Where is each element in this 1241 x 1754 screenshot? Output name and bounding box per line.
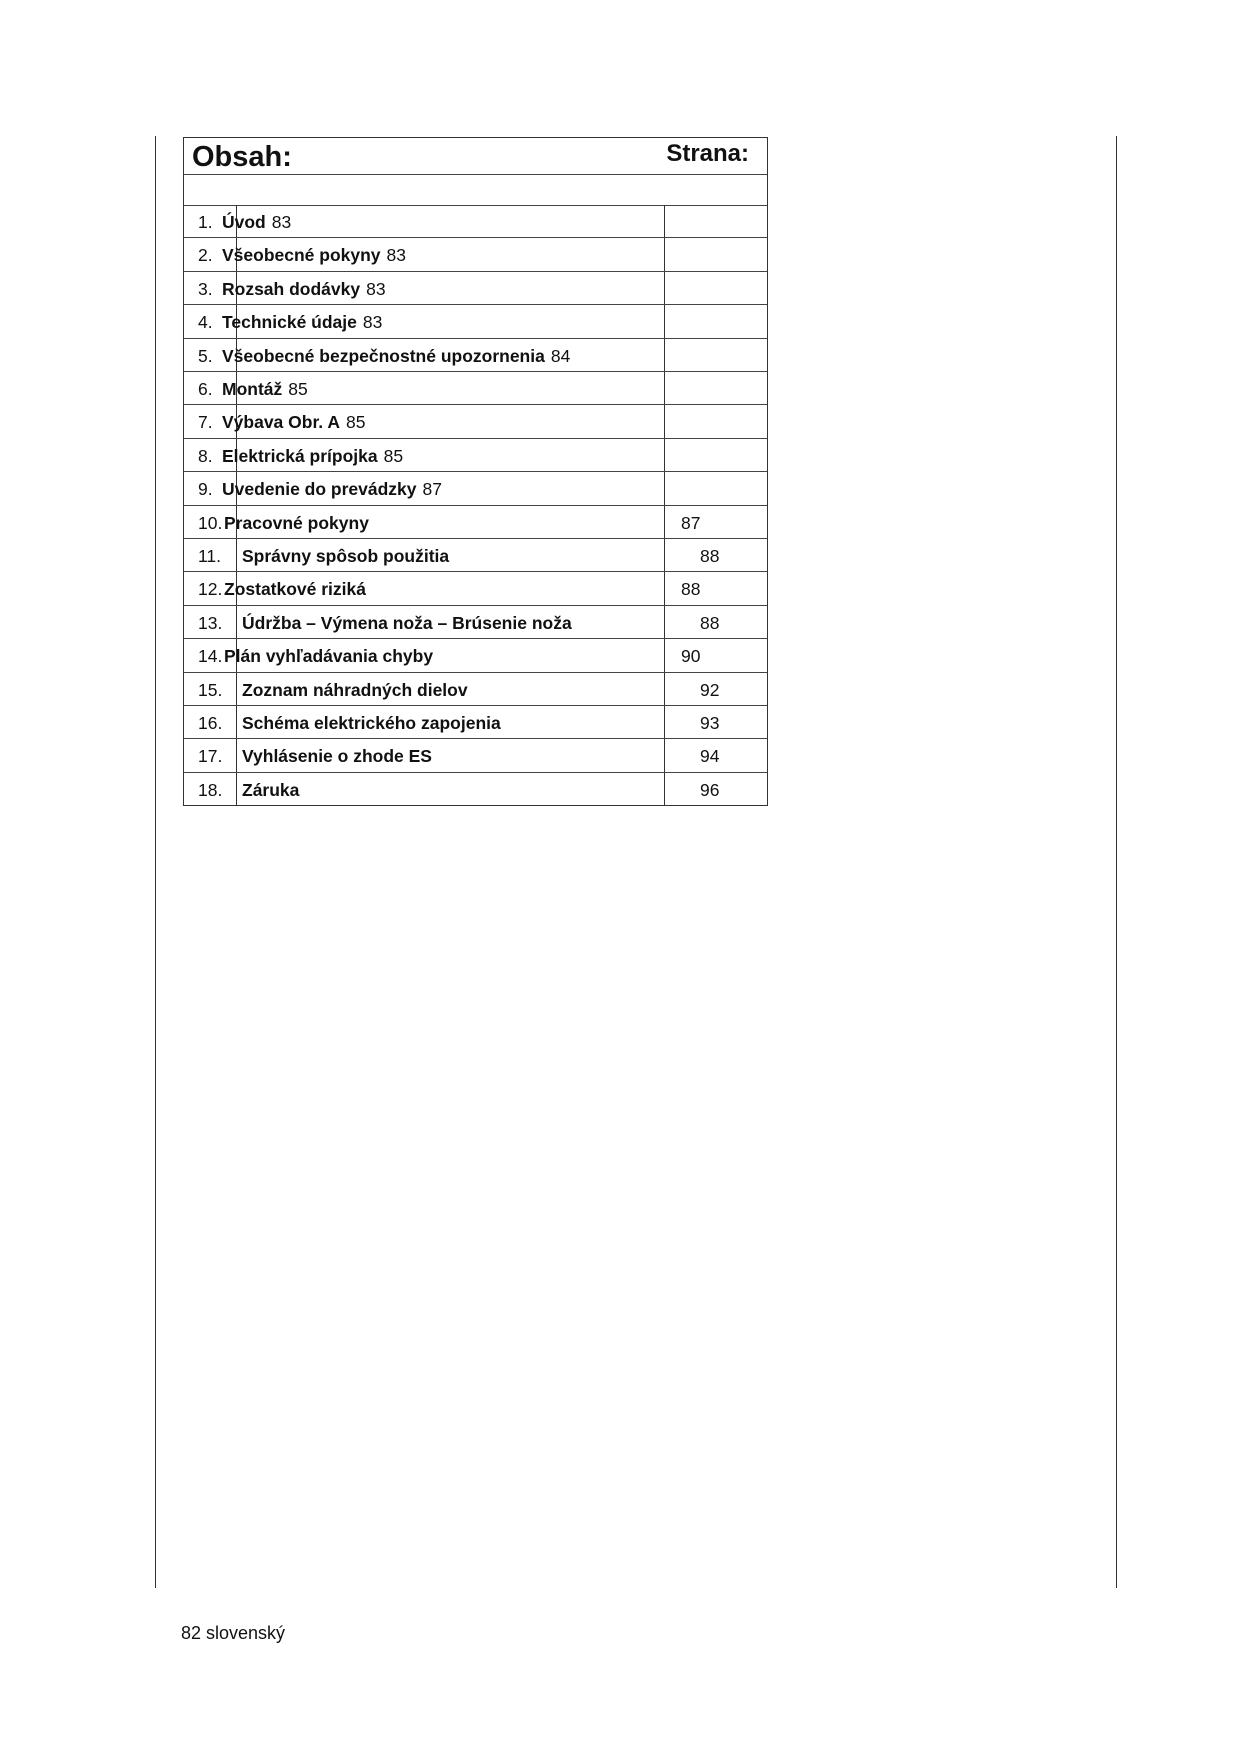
toc-item-page: 85: [288, 379, 308, 399]
toc-item-page: 88: [700, 612, 720, 633]
toc-item-number: 7.: [198, 412, 213, 433]
toc-item-page: 87: [681, 512, 701, 533]
toc-item-page: 88: [700, 546, 720, 566]
toc-row: [184, 673, 767, 706]
toc-item-label: Plán vyhľadávania chyby: [224, 646, 434, 667]
toc-header: [184, 138, 767, 175]
toc-item-text: [222, 312, 382, 333]
toc-item-text: [222, 412, 365, 433]
toc-item-page: 83: [366, 278, 386, 299]
toc-item-page: 88: [681, 579, 701, 600]
page-margin-line-right: [1116, 136, 1117, 1588]
toc-item-label: Všeobecné bezpečnostné upozornenia: [222, 345, 545, 366]
toc-item-number: 2.: [198, 245, 213, 266]
toc-item-label: Zoznam náhradných dielov: [242, 679, 468, 700]
toc-item-page: 90: [681, 646, 701, 667]
toc-row: [184, 205, 767, 238]
toc-item-number: 17.: [198, 746, 223, 767]
toc-item-number: 12.: [198, 579, 223, 600]
table-of-contents: [183, 137, 768, 806]
toc-row: [184, 706, 767, 739]
toc-item-text: [222, 212, 291, 233]
toc-item-label: Všeobecné pokyny: [222, 245, 381, 266]
toc-item-number: 15.: [198, 679, 223, 700]
toc-item-label: Schéma elektrického zapojenia: [242, 713, 501, 733]
toc-item-label: Uvedenie do prevádzky: [222, 479, 417, 500]
toc-row: [184, 572, 767, 605]
toc-item-label: Rozsah dodávky: [222, 278, 361, 299]
toc-item-page: 92: [700, 679, 720, 700]
toc-row: [184, 506, 767, 539]
toc-item-number: 6.: [198, 379, 213, 399]
toc-row: [184, 739, 767, 772]
toc-item-page: 94: [700, 746, 720, 767]
toc-item-label: Údržba – Výmena noža – Brúsenie noža: [242, 612, 572, 633]
toc-item-number: 4.: [198, 312, 213, 333]
toc-item-page: 83: [362, 312, 383, 333]
toc-row: [184, 405, 767, 438]
toc-item-label: Správny spôsob použitia: [242, 546, 450, 566]
toc-item-page: 85: [383, 445, 404, 466]
toc-row: [184, 339, 767, 372]
toc-item-number: 11.: [198, 546, 222, 566]
toc-item-text: [222, 379, 308, 400]
toc-item-label: Elektrická prípojka: [222, 445, 378, 466]
toc-item-label: Montáž: [222, 379, 283, 399]
page-footer: 82 slovenský: [181, 1623, 286, 1643]
toc-item-label: Úvod: [222, 212, 266, 232]
toc-row: [184, 305, 767, 338]
toc-item-page: 87: [422, 479, 442, 500]
toc-item-page: 84: [550, 345, 571, 366]
toc-item-page: 83: [386, 245, 407, 266]
toc-item-text: [222, 446, 403, 467]
toc-row: [184, 773, 767, 806]
toc-row: [184, 439, 767, 472]
toc-item-number: 8.: [198, 445, 213, 466]
toc-item-text: [222, 479, 442, 500]
toc-row: [184, 472, 767, 505]
toc-item-number: 9.: [198, 479, 213, 500]
toc-item-number: 1.: [198, 212, 213, 232]
toc-empty-row: [184, 175, 767, 206]
toc-row: [184, 372, 767, 405]
toc-item-text: [222, 346, 570, 367]
toc-row: [184, 606, 767, 639]
toc-item-label: Pracovné pokyny: [224, 512, 369, 533]
toc-item-number: 16.: [198, 713, 223, 733]
toc-item-page: 96: [700, 779, 720, 800]
toc-item-number: 14.: [198, 646, 223, 667]
toc-item-number: 13.: [198, 612, 223, 633]
toc-item-label: Výbava Obr. A: [222, 412, 341, 433]
toc-item-label: Technické údaje: [222, 312, 357, 333]
toc-row: [184, 272, 767, 305]
toc-item-page: 85: [346, 412, 366, 433]
toc-item-page: 93: [700, 713, 720, 733]
toc-item-label: Vyhlásenie o zhode ES: [242, 746, 432, 767]
toc-row: [184, 639, 767, 672]
toc-item-label: Zostatkové riziká: [224, 579, 366, 600]
toc-item-text: [222, 245, 406, 266]
toc-item-number: 18.: [198, 779, 223, 800]
toc-item-number: 5.: [198, 345, 213, 366]
page-margin-line-left: [155, 136, 156, 1588]
toc-item-number: 3.: [198, 278, 213, 299]
toc-row: [184, 539, 767, 572]
toc-row: [184, 238, 767, 271]
toc-item-label: Záruka: [242, 779, 300, 800]
page-column-header: Strana:: [666, 140, 749, 167]
toc-item-page: 83: [271, 212, 292, 232]
toc-item-number: 10.: [198, 512, 223, 533]
toc-item-text: [222, 279, 386, 300]
toc-title: Obsah:: [192, 141, 292, 173]
